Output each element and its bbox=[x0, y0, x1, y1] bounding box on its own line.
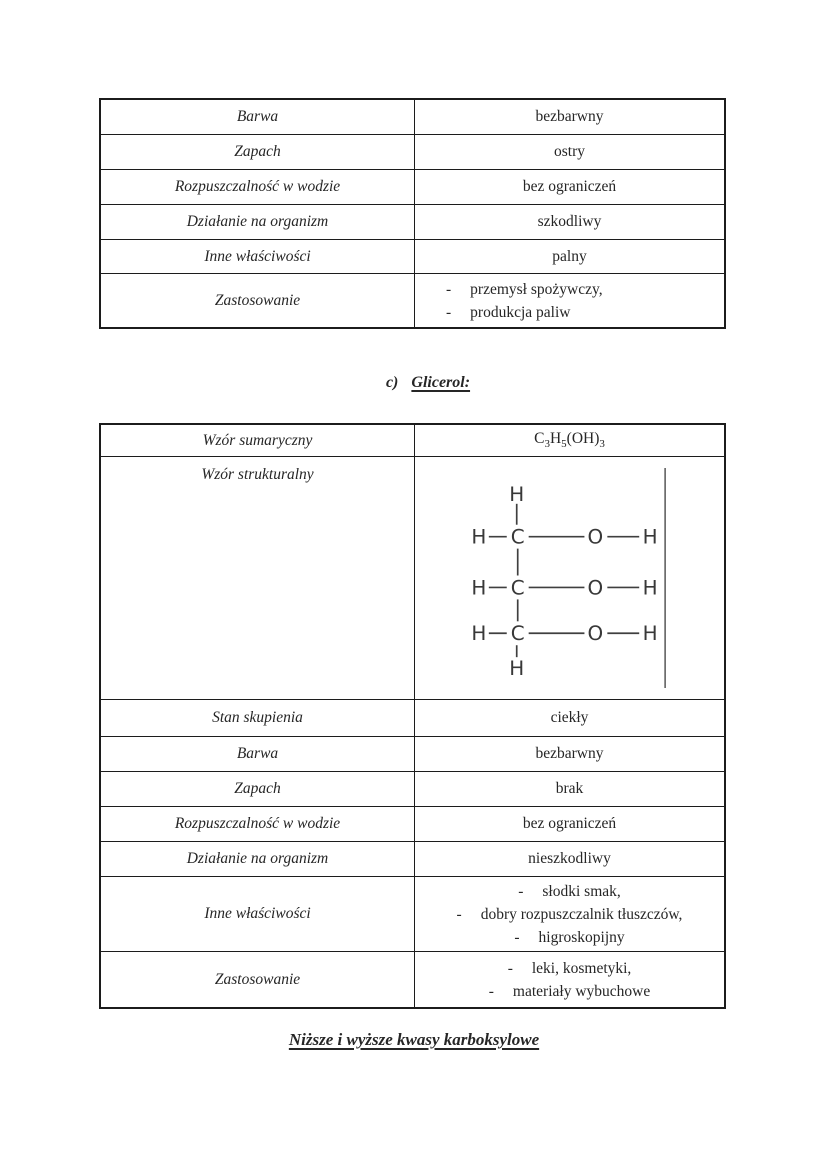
property-label bbox=[101, 842, 414, 876]
atom-label: H bbox=[509, 482, 525, 506]
table-row bbox=[101, 771, 724, 806]
atom-label: H bbox=[642, 622, 658, 646]
list-item bbox=[446, 301, 570, 324]
property-value bbox=[414, 170, 724, 204]
dash-marker: - bbox=[446, 303, 452, 321]
applications-list bbox=[415, 274, 724, 327]
property-label-text: Działanie na organizm bbox=[186, 213, 329, 230]
table-row bbox=[101, 273, 724, 327]
property-label bbox=[101, 807, 414, 841]
section-title: Glicerol: bbox=[411, 374, 471, 391]
property-label-text: Zastosowanie bbox=[214, 291, 301, 309]
dash-marker: - bbox=[488, 982, 494, 1000]
list-item bbox=[508, 957, 632, 980]
property-label bbox=[101, 952, 414, 1007]
list-item-text: higroskopijny bbox=[538, 928, 625, 946]
other-properties-list bbox=[415, 877, 724, 951]
section-heading-kwasy-karboksylowe bbox=[0, 1030, 828, 1050]
table-row bbox=[101, 456, 724, 699]
list-item bbox=[457, 903, 683, 926]
structural-formula-diagram bbox=[415, 457, 724, 699]
atom-label: H bbox=[471, 622, 487, 646]
property-label bbox=[101, 737, 414, 771]
property-value bbox=[414, 240, 724, 273]
property-label bbox=[101, 457, 414, 699]
properties-table-1 bbox=[99, 98, 726, 329]
table-row bbox=[101, 100, 724, 134]
property-label-text: Rozpuszczalność w wodzie bbox=[174, 178, 341, 195]
property-label bbox=[101, 700, 414, 736]
dash-marker: - bbox=[446, 280, 452, 298]
property-value bbox=[414, 425, 724, 456]
table-row bbox=[101, 204, 724, 239]
property-value bbox=[414, 952, 724, 1007]
property-label bbox=[101, 170, 414, 204]
table-row bbox=[101, 239, 724, 273]
property-label-text: Inne właściwości bbox=[204, 247, 311, 265]
property-label-text: Wzór strukturalny bbox=[201, 466, 314, 483]
property-label bbox=[101, 772, 414, 806]
property-value bbox=[414, 205, 724, 239]
table-row bbox=[101, 425, 724, 456]
atom-label: C bbox=[510, 525, 525, 549]
section-letter: c) bbox=[385, 374, 399, 391]
property-label-text: Rozpuszczalność w wodzie bbox=[174, 815, 341, 832]
atom-label: H bbox=[471, 576, 487, 600]
property-label bbox=[101, 877, 414, 951]
property-label-text: Barwa bbox=[236, 745, 279, 762]
property-label bbox=[101, 274, 414, 327]
list-item bbox=[518, 880, 621, 903]
property-label-text: Zapach bbox=[234, 780, 281, 797]
dash-marker: - bbox=[456, 905, 462, 923]
table-row bbox=[101, 876, 724, 951]
atom-label: O bbox=[587, 622, 604, 646]
atom-label: C bbox=[510, 622, 525, 646]
property-label-text: Działanie na organizm bbox=[186, 850, 329, 867]
property-label bbox=[101, 240, 414, 273]
applications-list bbox=[415, 952, 724, 1007]
table-row bbox=[101, 736, 724, 771]
table-row bbox=[101, 699, 724, 736]
table-row bbox=[101, 806, 724, 841]
property-value-text: ciekły bbox=[550, 709, 589, 726]
list-item-text: przemysł spożywczy, bbox=[470, 280, 603, 298]
property-label-text: Zapach bbox=[234, 143, 281, 160]
property-value-text: ostry bbox=[554, 143, 585, 160]
property-value bbox=[414, 700, 724, 736]
property-label bbox=[101, 425, 414, 456]
atom-label: H bbox=[642, 525, 658, 549]
table-row bbox=[101, 134, 724, 169]
atom-label: H bbox=[642, 576, 658, 600]
property-value bbox=[414, 100, 724, 134]
property-label bbox=[101, 135, 414, 169]
atom-label: O bbox=[587, 576, 604, 600]
list-item-text: leki, kosmetyki, bbox=[531, 959, 632, 977]
property-value-text: bezbarwny bbox=[535, 108, 604, 125]
property-label bbox=[101, 205, 414, 239]
structural-formula-cell bbox=[414, 457, 724, 699]
property-value bbox=[414, 877, 724, 951]
section-heading-glicerol bbox=[0, 374, 828, 392]
property-label-text: Zastosowanie bbox=[214, 970, 301, 988]
property-label-text: Wzór sumaryczny bbox=[202, 431, 313, 449]
property-value-text: bez ograniczeń bbox=[522, 815, 617, 832]
table-row bbox=[101, 951, 724, 1007]
list-item-text: produkcja paliw bbox=[470, 303, 571, 321]
list-item-text: słodki smak, bbox=[542, 882, 621, 900]
list-item bbox=[489, 980, 650, 1003]
property-value bbox=[414, 772, 724, 806]
atom-label: H bbox=[509, 657, 525, 681]
list-item bbox=[514, 926, 624, 949]
dash-marker: - bbox=[507, 959, 513, 977]
property-value bbox=[414, 135, 724, 169]
property-value-text: palny bbox=[552, 247, 587, 265]
atom-label: O bbox=[587, 525, 604, 549]
property-value-text: bezbarwny bbox=[535, 745, 604, 762]
list-item-text: dobry rozpuszczalnik tłuszczów, bbox=[480, 905, 683, 923]
atom-label: C bbox=[510, 576, 525, 600]
atom-label: H bbox=[471, 525, 487, 549]
property-value-text: bez ograniczeń bbox=[522, 178, 617, 195]
list-item bbox=[446, 278, 603, 301]
property-value-text: szkodliwy bbox=[537, 213, 602, 230]
property-label-text: Stan skupienia bbox=[212, 709, 303, 726]
property-label bbox=[101, 100, 414, 134]
property-value bbox=[414, 274, 724, 327]
property-label-text: Barwa bbox=[236, 108, 279, 125]
dash-marker: - bbox=[518, 882, 524, 900]
table-row bbox=[101, 169, 724, 204]
property-value bbox=[414, 842, 724, 876]
property-value bbox=[414, 737, 724, 771]
section-title: Niższe i wyższe kwasy karboksylowe bbox=[288, 1030, 540, 1049]
property-value-text: brak bbox=[555, 780, 584, 797]
table-row bbox=[101, 841, 724, 876]
property-value-text: nieszkodliwy bbox=[528, 850, 611, 867]
properties-table-glicerol bbox=[99, 423, 726, 1009]
chemical-formula: $C_3H_5(OH)_3$ bbox=[534, 430, 605, 451]
property-value bbox=[414, 807, 724, 841]
list-item-text: materiały wybuchowe bbox=[512, 982, 651, 1000]
dash-marker: - bbox=[514, 928, 520, 946]
property-label-text: Inne właściwości bbox=[204, 905, 311, 922]
